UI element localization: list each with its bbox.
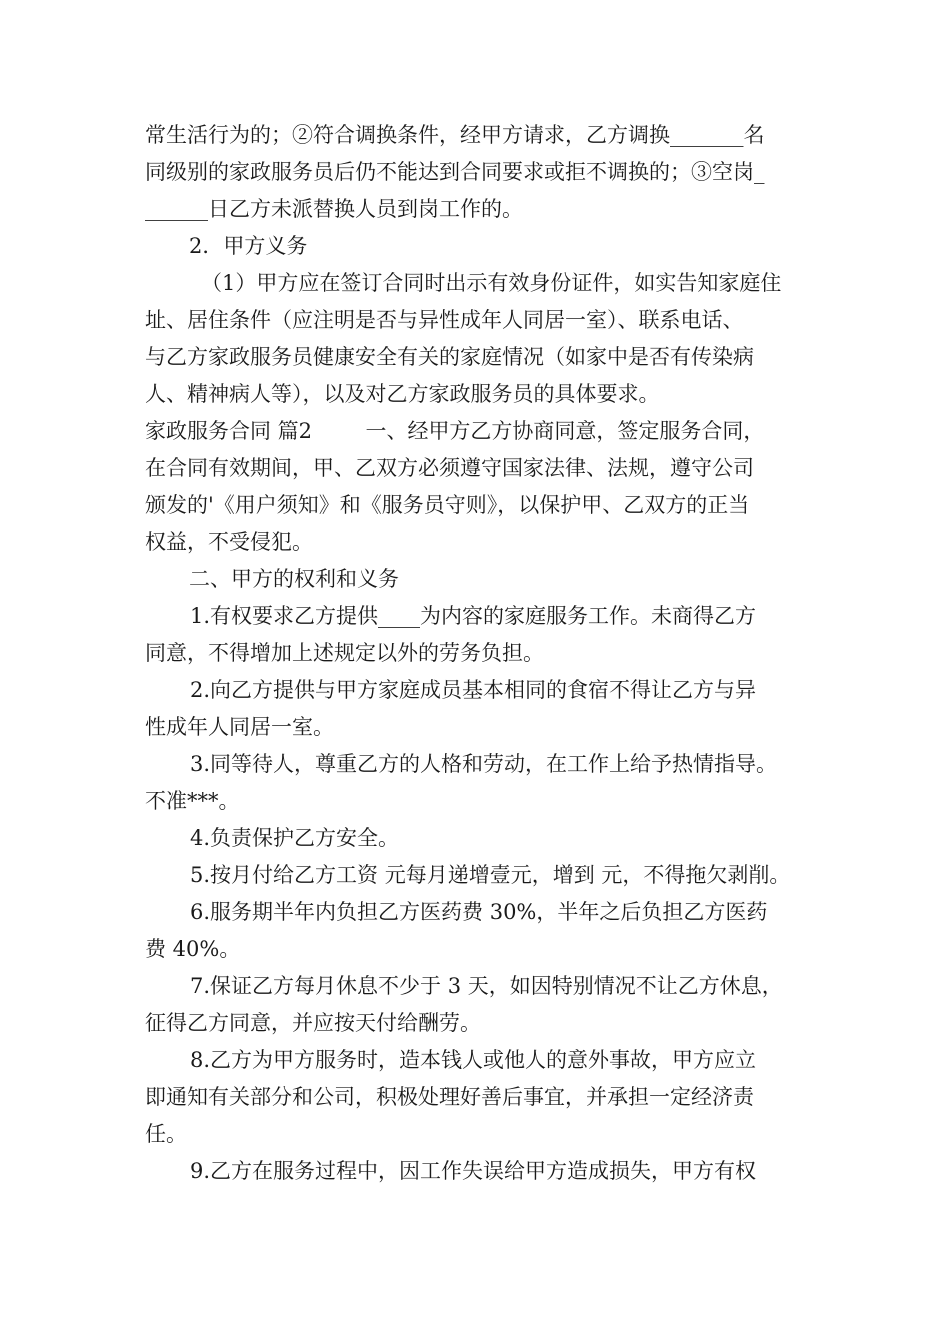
section-heading: 2．甲方义务 <box>189 234 308 258</box>
list-item: 4.负责保护乙方安全。 <box>190 826 400 850</box>
text-line: 任。 <box>145 1122 187 1146</box>
text-line: 人、精神病人等），以及对乙方家政服务员的具体要求。 <box>145 382 660 406</box>
list-item: 2.向乙方提供与甲方家庭成员基本相同的食宿不得让乙方与异 <box>190 678 757 702</box>
text-line: 同意，不得增加上述规定以外的劳务负担。 <box>145 641 544 665</box>
list-item: 9.乙方在服务过程中，因工作失误给甲方造成损失，甲方有权 <box>190 1159 757 1183</box>
text-line: 征得乙方同意，并应按天付给酬劳。 <box>145 1011 481 1035</box>
text-line: （1）甲方应在签订合同时出示有效身份证件，如实告知家庭住 <box>201 271 782 295</box>
text-line: 常生活行为的；②符合调换条件，经甲方请求，乙方调换_______名 <box>145 123 765 147</box>
list-item: 3.同等待人，尊重乙方的人格和劳动，在工作上给予热情指导。 <box>190 752 778 776</box>
text-line: 颁发的'《用户须知》和《服务员守则》，以保护甲、乙双方的正当 <box>145 493 750 517</box>
list-item: 5.按月付给乙方工资 元每月递增壹元，增到 元，不得拖欠剥削。 <box>190 863 791 887</box>
text-line: 性成年人同居一室。 <box>145 715 334 739</box>
list-item: 8.乙方为甲方服务时，造本钱人或他人的意外事故，甲方应立 <box>190 1048 757 1072</box>
text-line: ______日乙方未派替换人员到岗工作的。 <box>145 197 523 221</box>
text-line: 即通知有关部分和公司，积极处理好善后事宜，并承担一定经济责 <box>145 1085 754 1109</box>
text-line: 同级别的家政服务员后仍不能达到合同要求或拒不调换的；③空岗_ <box>145 160 765 184</box>
text-line: 与乙方家政服务员健康安全有关的家庭情况（如家中是否有传染病 <box>145 345 754 369</box>
text-line: 址、居住条件（应注明是否与异性成年人同居一室）、联系电话、 <box>145 308 744 332</box>
list-item: 7.保证乙方每月休息不少于 3 天，如因特别情况不让乙方休息， <box>190 974 783 998</box>
text-line: 费 40%。 <box>145 937 241 961</box>
text-line: 在合同有效期间，甲、乙双方必须遵守国家法律、法规，遵守公司 <box>145 456 754 480</box>
text-line: 不准***。 <box>145 789 240 813</box>
list-item: 6.服务期半年内负担乙方医药费 30%，半年之后负担乙方医药 <box>190 900 768 924</box>
section-heading: 二、甲方的权利和义务 <box>189 567 399 591</box>
document-page <box>145 117 810 1190</box>
contract-title-line: 家政服务合同 篇2 一、经甲方乙方协商同意，签定服务合同， <box>145 419 765 443</box>
text-line: 权益，不受侵犯。 <box>145 530 313 554</box>
list-item: 1.有权要求乙方提供____为内容的家庭服务工作。未商得乙方 <box>190 604 757 628</box>
